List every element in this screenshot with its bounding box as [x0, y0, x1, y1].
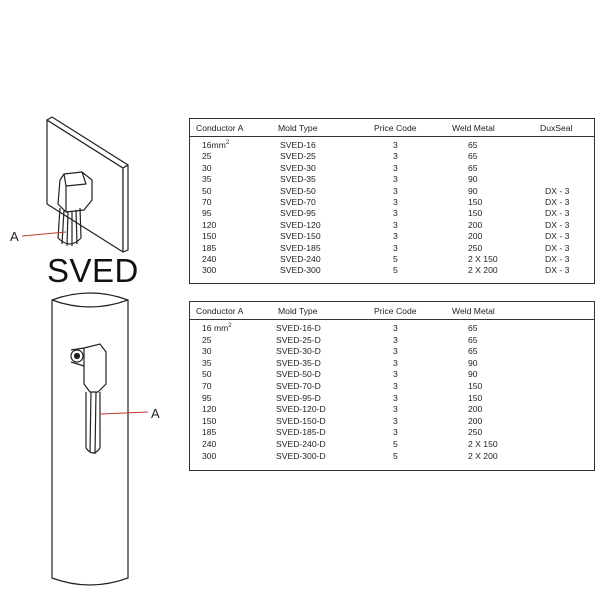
cell-cond: 150	[202, 415, 217, 426]
cell-price: 5	[393, 265, 398, 276]
table-row	[190, 345, 594, 357]
table-row	[190, 264, 594, 275]
table-row	[190, 185, 594, 196]
table-row	[190, 426, 594, 438]
cell-cond: 95	[202, 392, 212, 403]
cell-cond: 25	[202, 151, 212, 162]
mold-table-plate	[189, 118, 595, 284]
cell-weld: 200	[468, 219, 483, 230]
cell-dux: DX - 3	[545, 265, 570, 276]
cell-mold: SVED-25-D	[276, 334, 321, 345]
cell-mold: SVED-50	[280, 185, 316, 196]
connector-drawings	[0, 0, 190, 600]
cell-weld: 150	[468, 380, 483, 391]
cell-price: 3	[393, 162, 398, 173]
unit-superscript: 2	[228, 323, 232, 330]
cell-mold: SVED-300-D	[276, 450, 326, 461]
col-weld-metal: Weld Metal	[452, 123, 495, 133]
cell-dux: DX - 3	[545, 219, 570, 230]
cell-dux: DX - 3	[545, 253, 570, 264]
cell-mold: SVED-95	[280, 208, 316, 219]
cell-mold: SVED-240	[280, 253, 321, 264]
plate-connection-drawing	[47, 117, 128, 252]
table-row	[190, 357, 594, 369]
cell-price: 3	[393, 357, 398, 368]
cell-weld: 2 X 150	[468, 253, 498, 264]
cell-cond: 240	[202, 253, 217, 264]
cell-price: 3	[393, 415, 398, 426]
cell-weld: 65	[468, 140, 478, 150]
cell-mold: SVED-95-D	[276, 392, 321, 403]
cell-cond: 35	[202, 174, 212, 185]
cell-weld: 65	[468, 323, 478, 333]
cell-dux: DX - 3	[545, 185, 570, 196]
cell-mold: SVED-50-D	[276, 369, 321, 380]
cell-cond: 95	[202, 208, 212, 219]
cell-mold: SVED-150	[280, 231, 321, 242]
table-header	[190, 302, 594, 320]
cell-cond: 150	[202, 231, 217, 242]
product-title: SVED	[47, 252, 139, 289]
cell-mold: SVED-30-D	[276, 346, 321, 357]
cell-price: 5	[393, 253, 398, 264]
cell-weld: 65	[468, 151, 478, 162]
cell-mold: SVED-185-D	[276, 427, 326, 438]
table-row	[190, 219, 594, 230]
cell-price: 3	[393, 242, 398, 253]
cell-price: 5	[393, 438, 398, 449]
callout-a-bottom: A	[151, 406, 160, 421]
cell-weld: 200	[468, 415, 483, 426]
cell-cond: 35	[202, 357, 212, 368]
cell-mold: SVED-150-D	[276, 415, 326, 426]
mold-table-pipe	[189, 301, 595, 471]
cell-price: 3	[393, 231, 398, 242]
cell-mold: SVED-120	[280, 219, 321, 230]
cell-mold: SVED-16	[280, 140, 316, 150]
cell-weld: 90	[468, 185, 478, 196]
cell-mold: SVED-300	[280, 265, 321, 276]
pipe-connection-drawing	[52, 293, 128, 585]
cell-weld: 65	[468, 346, 478, 357]
cell-cond: 300	[202, 450, 217, 461]
table-header	[190, 119, 594, 137]
cell-mold: SVED-70	[280, 196, 316, 207]
table-row	[190, 334, 594, 346]
cell-cond: 120	[202, 404, 217, 415]
table-row	[190, 207, 594, 218]
table-row	[190, 139, 594, 150]
cell-price: 3	[393, 346, 398, 357]
cell-mold: SVED-185	[280, 242, 321, 253]
cell-weld: 150	[468, 392, 483, 403]
cell-cond: 185	[202, 242, 217, 253]
cell-dux: DX - 3	[545, 208, 570, 219]
unit-superscript: 2	[225, 140, 230, 147]
cell-cond: 25	[202, 334, 212, 345]
cell-dux: DX - 3	[545, 242, 570, 253]
cell-cond: 240	[202, 438, 217, 449]
table-row	[190, 403, 594, 415]
cell-mold: SVED-30	[280, 162, 316, 173]
cell-weld: 2 X 150	[468, 438, 498, 449]
cell-price: 3	[393, 151, 398, 162]
table-row	[190, 392, 594, 404]
table-row	[190, 230, 594, 241]
table-row	[190, 150, 594, 161]
cell-weld: 65	[468, 162, 478, 173]
cell-price: 3	[393, 174, 398, 185]
cell-price: 3	[393, 185, 398, 196]
cell-price: 3	[393, 219, 398, 230]
cell-weld: 150	[468, 208, 483, 219]
cell-cond: 30	[202, 162, 212, 173]
cell-cond: 50	[202, 369, 212, 380]
cell-cond: 70	[202, 196, 212, 207]
col-conductor: Conductor A	[196, 123, 244, 133]
cell-weld: 250	[468, 242, 483, 253]
cell-price: 3	[393, 323, 398, 333]
col-price-code: Price Code	[374, 123, 417, 133]
cell-weld: 90	[468, 369, 478, 380]
cell-weld: 2 X 200	[468, 265, 498, 276]
cell-weld: 200	[468, 404, 483, 415]
cell-mold: SVED-16-D	[276, 323, 321, 333]
cell-cond: 30	[202, 346, 212, 357]
cell-cond: 16 $mm^2$	[202, 323, 232, 333]
cell-mold: SVED-25	[280, 151, 316, 162]
cell-cond: 120	[202, 219, 217, 230]
callout-a-top: A	[10, 229, 19, 244]
col-conductor: Conductor A	[196, 306, 244, 316]
cell-weld: 90	[468, 174, 478, 185]
cell-price: 3	[393, 140, 398, 150]
table-row	[190, 162, 594, 173]
cell-dux: DX - 3	[545, 196, 570, 207]
table-row	[190, 438, 594, 450]
table-body	[190, 139, 594, 276]
cell-mold: SVED-120-D	[276, 404, 326, 415]
cell-price: 3	[393, 208, 398, 219]
cell-weld: 2 X 200	[468, 450, 498, 461]
cell-dux: DX - 3	[545, 231, 570, 242]
cell-cond: 70	[202, 380, 212, 391]
cell-price: 3	[393, 427, 398, 438]
cell-weld: 65	[468, 334, 478, 345]
cell-price: 3	[393, 369, 398, 380]
cell-weld: 150	[468, 196, 483, 207]
col-price-code: Price Code	[374, 306, 417, 316]
table-row	[190, 322, 594, 334]
table-row	[190, 253, 594, 264]
cell-mold: SVED-35-D	[276, 357, 321, 368]
cell-price: 3	[393, 380, 398, 391]
table-body	[190, 322, 594, 461]
table-row	[190, 368, 594, 380]
col-mold-type: Mold Type	[278, 306, 318, 316]
cell-mold: SVED-35	[280, 174, 316, 185]
cell-cond: 50	[202, 185, 212, 196]
cell-weld: 200	[468, 231, 483, 242]
col-duxseal: DuxSeal	[540, 123, 573, 133]
table-row	[190, 450, 594, 462]
cell-weld: 90	[468, 357, 478, 368]
cell-weld: 250	[468, 427, 483, 438]
table-row	[190, 196, 594, 207]
table-row	[190, 415, 594, 427]
cell-price: 5	[393, 450, 398, 461]
cell-price: 3	[393, 196, 398, 207]
cell-price: 3	[393, 334, 398, 345]
cell-mold: SVED-240-D	[276, 438, 326, 449]
col-mold-type: Mold Type	[278, 123, 318, 133]
table-row	[190, 173, 594, 184]
cell-price: 3	[393, 404, 398, 415]
table-row	[190, 242, 594, 253]
cell-mold: SVED-70-D	[276, 380, 321, 391]
cell-cond: 185	[202, 427, 217, 438]
cell-price: 3	[393, 392, 398, 403]
cell-cond: 300	[202, 265, 217, 276]
col-weld-metal: Weld Metal	[452, 306, 495, 316]
table-row	[190, 380, 594, 392]
cell-cond: $16mm^2$	[202, 140, 230, 150]
